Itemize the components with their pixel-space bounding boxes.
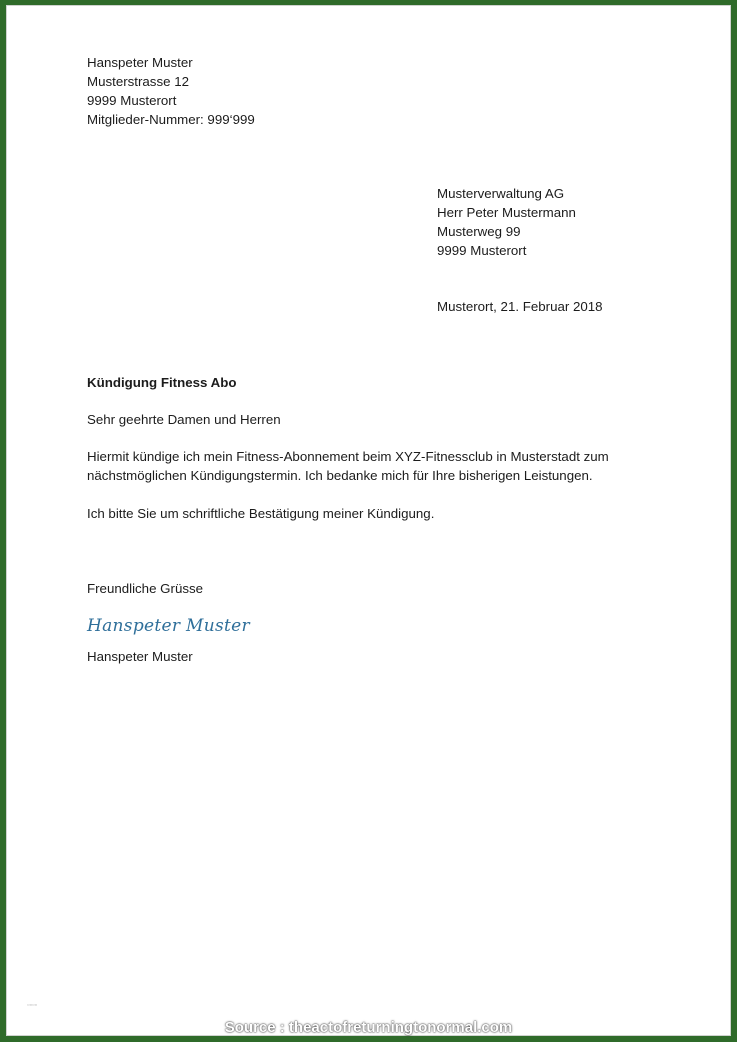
recipient-city: 9999 Musterort xyxy=(437,243,527,258)
subject-line: Kündigung Fitness Abo xyxy=(87,375,237,390)
body-paragraph-2: Ich bitte Sie um schriftliche Bestätigung meiner Kündigung. xyxy=(87,506,435,521)
sender-street: Musterstrasse 12 xyxy=(87,74,189,89)
letter-page xyxy=(6,5,731,1036)
body-paragraph-1 xyxy=(87,447,609,485)
recipient-company: Musterverwaltung AG xyxy=(437,186,565,201)
sender-city: 9999 Musterort xyxy=(87,93,177,108)
recipient-address xyxy=(437,184,576,260)
signer-name: Hanspeter Muster xyxy=(87,649,193,664)
sender-address xyxy=(87,53,255,129)
salutation: Sehr geehrte Damen und Herren xyxy=(87,412,281,427)
body-paragraph-1-line-1: Hiermit kündige ich mein Fitness-Abonnement beim XYZ-Fitnessclub in Musterstadt zum xyxy=(87,449,609,464)
sender-name: Hanspeter Muster xyxy=(87,55,193,70)
handwritten-signature: Hanspeter Muster xyxy=(87,616,250,636)
recipient-street: Musterweg 99 xyxy=(437,224,521,239)
closing: Freundliche Grüsse xyxy=(87,581,204,596)
watermark-mark: ▫▫▫▫ xyxy=(27,1002,37,1009)
body-paragraph-1-line-2: nächstmöglichen Kündigungstermin. Ich bedanke mich für Ihre bisherigen Leistungen. xyxy=(87,468,593,483)
date-line: Musterort, 21. Februar 2018 xyxy=(437,299,603,314)
source-caption: Source : theactofreturningtonormal.com xyxy=(224,1019,513,1036)
sender-member-number: Mitglieder-Nummer: 999‘999 xyxy=(87,112,255,127)
recipient-contact: Herr Peter Mustermann xyxy=(437,205,576,220)
